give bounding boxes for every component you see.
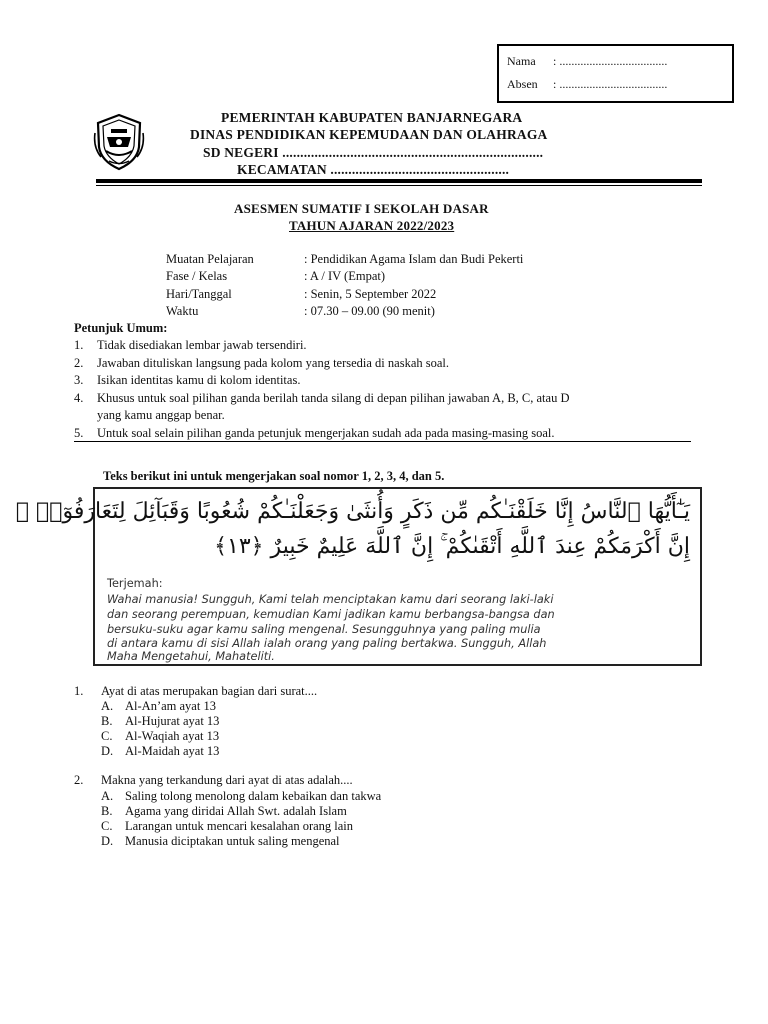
option-a[interactable]	[101, 789, 382, 804]
option-letter: D.	[101, 834, 114, 848]
option-letter: C.	[101, 729, 113, 743]
option-text: Al-An’am ayat 13	[125, 699, 216, 713]
info-value-class: : A / IV (Empat)	[304, 269, 386, 283]
option-c[interactable]	[101, 819, 354, 834]
question-2	[74, 773, 694, 853]
info-value-subject: : Pendidikan Agama Islam dan Budi Pekerti	[304, 252, 524, 266]
option-d[interactable]	[101, 834, 340, 849]
info-label-class: Fase / Kelas	[166, 269, 228, 283]
instruction-number: 1.	[74, 338, 84, 352]
quran-verse-box	[15, 487, 702, 666]
option-b[interactable]	[101, 714, 220, 729]
instruction-text: Isikan identitas kamu di kolom identitas.	[97, 373, 301, 387]
option-text: Larangan untuk mencari kesalahan orang lain	[125, 819, 354, 833]
translation-label: Terjemah:	[107, 577, 163, 590]
header-government: PEMERINTAH KABUPATEN BANJARNEGARA	[221, 110, 523, 125]
option-letter: C.	[101, 819, 113, 833]
absen-label: Absen	[507, 77, 538, 91]
banjarnegara-emblem-icon	[93, 113, 145, 171]
academic-year: TAHUN AJARAN 2022/2023	[289, 218, 455, 233]
option-text: Manusia diciptakan untuk saling mengenal	[125, 834, 340, 848]
option-text: Al-Maidah ayat 13	[125, 744, 220, 758]
instruction-text: Tidak disediakan lembar jawab tersendiri.	[97, 338, 307, 352]
absen-field[interactable]: : ....................................	[553, 77, 668, 91]
instruction-number: 4.	[74, 391, 84, 405]
header-divider-thin	[96, 185, 702, 186]
absen-row[interactable]	[507, 77, 668, 92]
nama-field[interactable]: : ....................................	[553, 54, 668, 68]
instruction-row-5	[74, 426, 691, 442]
question-text: Ayat di atas merupakan bagian dari surat....	[101, 684, 318, 698]
question-1	[74, 684, 694, 764]
instruction-text-continued: yang kamu anggap benar.	[97, 408, 225, 422]
instruction-number: 3.	[74, 373, 84, 387]
option-letter: D.	[101, 744, 114, 758]
translation-line: bersuku-suku agar kamu saling mengenal. Sesungguhnya yang paling mulia	[107, 623, 541, 636]
header-district: KECAMATAN ..................................................	[237, 162, 510, 177]
instruction-number: 2.	[74, 356, 84, 370]
option-a[interactable]	[101, 699, 216, 714]
arabic-verse-line-1: يَـٰٓأَيُّهَا ٱلنَّاسُ إِنَّا خَلَقْنَـٰكُم مِّن ذَكَرٍ وَأُنثَىٰ وَجَعَلْنَـٰكُمْ شُعُوبًا وَقَبَآئِلَ لِتَعَارَفُوٓا۟ ۚ	[15, 499, 690, 524]
option-letter: B.	[101, 804, 113, 818]
question-text: Makna yang terkandung dari ayat di atas adalah....	[101, 773, 353, 787]
option-d[interactable]	[101, 744, 220, 759]
info-label-time: Waktu	[166, 304, 199, 318]
option-b[interactable]	[101, 804, 347, 819]
translation-line: dan seorang perempuan, kemudian Kami jadikan kamu berbangsa-bangsa dan	[107, 608, 555, 621]
question-number: 1.	[74, 684, 84, 698]
translation-line: di antara kamu di sisi Allah ialah orang yang paling bertakwa. Sungguh, Allah	[107, 637, 547, 650]
option-text: Al-Hujurat ayat 13	[125, 714, 220, 728]
instruction-number: 5.	[74, 426, 84, 440]
instruction-text: Khusus untuk soal pilihan ganda berilah tanda silang di depan pilihan jawaban A, B, C, atau D	[97, 391, 570, 405]
nama-label: Nama	[507, 54, 536, 68]
info-value-time: : 07.30 – 09.00 (90 menit)	[304, 304, 435, 318]
info-value-date: : Senin, 5 September 2022	[304, 287, 437, 301]
option-text: Saling tolong menolong dalam kebaikan dan takwa	[125, 789, 382, 803]
info-label-date: Hari/Tanggal	[166, 287, 232, 301]
option-letter: A.	[101, 789, 114, 803]
option-letter: B.	[101, 714, 113, 728]
instruction-text: Jawaban dituliskan langsung pada kolom yang tersedia di naskah soal.	[97, 356, 450, 370]
question-number: 2.	[74, 773, 84, 787]
header-department: DINAS PENDIDIKAN KEPEMUDAAN DAN OLAHRAGA	[190, 127, 548, 142]
option-letter: A.	[101, 699, 114, 713]
arabic-verse-line-2: إِنَّ أَكْرَمَكُمْ عِندَ ٱللَّهِ أَتْقَىٰكُمْ ۚ إِنَّ ٱللَّهَ عَلِيمٌ خَبِيرٌ ﴿١٣﴾	[214, 534, 690, 559]
option-text: Al-Waqiah ayat 13	[125, 729, 220, 743]
header-school: SD NEGERI .........................................................................	[203, 145, 544, 160]
nama-row[interactable]	[507, 54, 668, 69]
passage-intro: Teks berikut ini untuk mengerjakan soal nomor 1, 2, 3, 4, dan 5.	[103, 469, 445, 483]
option-text: Agama yang diridai Allah Swt. adalah Islam	[125, 804, 347, 818]
translation-line: Maha Mengetahui, Mahateliti.	[107, 650, 275, 663]
instruction-text: Untuk soal selain pilihan ganda petunjuk mengerjakan sudah ada pada masing-masing soal.	[97, 426, 555, 440]
option-c[interactable]	[101, 729, 220, 744]
exam-title: ASESMEN SUMATIF I SEKOLAH DASAR	[234, 201, 489, 216]
header-divider-thick	[96, 179, 702, 183]
identity-box	[497, 44, 734, 103]
translation-line: Wahai manusia! Sungguh, Kami telah menciptakan kamu dari seorang laki-laki	[107, 593, 554, 606]
instructions-heading: Petunjuk Umum:	[74, 321, 168, 335]
info-label-subject: Muatan Pelajaran	[166, 252, 254, 266]
